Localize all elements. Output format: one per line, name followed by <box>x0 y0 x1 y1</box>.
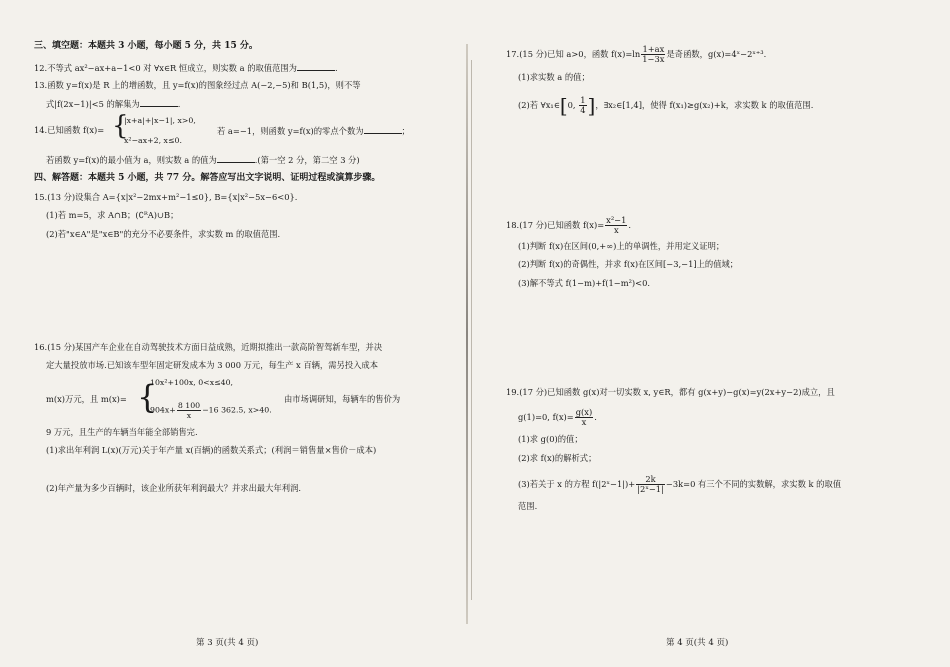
question-19-line2: g(1)=0, f(x)= $\frac{g(x)}{x}$ . <box>518 407 597 427</box>
fraction: $\frac{\text{x²−1}}{x}$ <box>606 215 627 235</box>
question-13-line2: 式|f(2x−1)|<5 的解集为 . <box>46 99 181 109</box>
question-19-sub3: (3)若关于 x 的方程 f(|2ˣ−1|)+ $\frac{2k}{\text{|2ˣ−1|}}$ −3k=0 有三个不同的实数解，求实数 k 的取值 <box>518 474 842 494</box>
page-fold <box>466 44 468 624</box>
question-14-case1: |x+a|+|x−1|, x>0, <box>124 116 196 125</box>
question-16-sub1: (1)求出年利润 L(x)(万元)关于年产量 x(百辆)的函数关系式；(利润＝销售量×售价－成本) <box>46 445 377 455</box>
answer-blank <box>364 125 402 134</box>
question-16-sub2: (2)年产量为多少百辆时，该企业所获年利润最大？并求出最大年利润. <box>46 483 302 493</box>
question-19-sub1: (1)求 g(0)的值； <box>518 434 583 444</box>
question-13-line1: 13.函数 y=f(x)是 R 上的增函数，且 y=f(x)的图象经过点 A(−2,−5)和 B(1,5)，则不等 <box>34 80 361 90</box>
question-17-sub1: (1)求实数 a 的值； <box>518 72 590 82</box>
question-15-sub2: (2)若"x∈A"是"x∈B"的充分不必要条件，求实数 m 的取值范围. <box>46 229 281 239</box>
fraction: $\frac{1+ax}{1-3x}$ <box>642 44 665 64</box>
piecewise-brace: { <box>112 111 129 141</box>
fraction: $\frac{2k}{\text{|2ˣ−1|}}$ <box>637 474 664 494</box>
question-18-sub3: (3)解不等式 f(1−m)+f(1−m²)<0. <box>518 278 651 288</box>
question-12: 12.不等式 ax²−ax+a−1<0 对 ∀x∈R 恒成立，则实数 a 的取值范围为 . <box>34 63 338 73</box>
right-page <box>470 0 950 667</box>
question-16-m-prefix: m(x)万元，且 m(x)= <box>46 394 127 404</box>
page-footer: 第 3 页(共 4 页) <box>196 638 259 648</box>
answer-blank <box>297 62 335 71</box>
fraction: $\frac{8 100}{x}$ <box>177 401 201 420</box>
fraction: $\frac{g(x)}{x}$ <box>575 407 593 427</box>
question-14-line3: 若函数 y=f(x)的最小值为 a，则实数 a 的值为 .(第一空 2 分，第二空 3 分) <box>46 155 360 165</box>
question-16-case2: 904x+ $\frac{8 100}{x}$ −16 362.5, x>40. <box>150 401 272 420</box>
question-15-line1: 15.(13 分)设集合 A={x|x²−2mx+m²−1≤0}, B={x|x²−5x−6<0}. <box>34 192 298 202</box>
question-15-sub1: (1)若 m=5，求 A∩B；(∁ᴿA)∪B； <box>46 210 179 220</box>
question-14-prefix: 14.已知函数 f(x)= <box>34 125 105 135</box>
fraction: $\frac{1}{4}$ <box>580 95 586 115</box>
question-18-sub1: (1)判断 f(x)在区间(0,+∞)上的单调性，并用定义证明； <box>518 241 725 251</box>
question-14-mid: 若 a=−1，则函数 y=f(x)的零点个数为 ； <box>217 126 410 136</box>
section4-heading: 四、解答题：本题共 5 小题，共 77 分。解答应写出文字说明、证明过程或演算步骤。 <box>34 173 381 183</box>
question-18-sub2: (2)判断 f(x)的奇偶性，并求 f(x)在区间[−3,−1]上的值域； <box>518 259 739 269</box>
section3-heading: 三、填空题：本题共 3 小题，每小题 5 分，共 15 分。 <box>34 41 258 51</box>
question-17-sub2: (2)若 ∀x₁∈[0, $\frac{1}{4}$ ]，∃x₂∈[1,4]，使得 f(x₁)≥g(x₂)+k，求实数 k 的取值范围. <box>518 93 814 118</box>
answer-blank <box>140 98 178 107</box>
left-page <box>0 0 470 667</box>
question-16-line1: 16.(15 分)某国产车企业在自动驾驶技术方面日益成熟，近期拟推出一款高阶智驾新车型，并决 <box>34 342 383 352</box>
question-17-line1: 17.(15 分)已知 a>0，函数 f(x)=ln $\frac{1+ax}{1-3x}$ 是奇函数，g(x)=4ˣ−2ˣ⁺³. <box>506 44 767 64</box>
question-16-line4: 9 万元，且生产的车辆当年能全部销售完. <box>46 427 198 437</box>
piecewise-brace: { <box>137 378 158 416</box>
question-19-line1: 19.(17 分)已知函数 g(x)对一切实数 x, y∈R，都有 g(x+y)−g(x)=y(2x+y−2)成立，且 <box>506 387 835 397</box>
question-14-case2: x²−ax+2, x≤0. <box>124 136 182 145</box>
question-19-sub2: (2)求 f(x)的解析式； <box>518 453 597 463</box>
question-16-m-tail: 由市场调研知，每辆车的售价为 <box>284 394 401 404</box>
question-18-line1: 18.(17 分)已知函数 f(x)= $\frac{\text{x²−1}}{x}$ . <box>506 215 632 235</box>
question-19-sub3-line2: 范围. <box>518 501 538 511</box>
answer-blank <box>217 154 255 163</box>
page-footer: 第 4 页(共 4 页) <box>666 638 729 648</box>
question-16-case1: 10x²+100x, 0<x≤40, <box>150 378 234 387</box>
question-16-line2: 定大量投放市场.已知该车型年固定研发成本为 3 000 万元，每生产 x 百辆，需另投入成本 <box>46 360 379 370</box>
